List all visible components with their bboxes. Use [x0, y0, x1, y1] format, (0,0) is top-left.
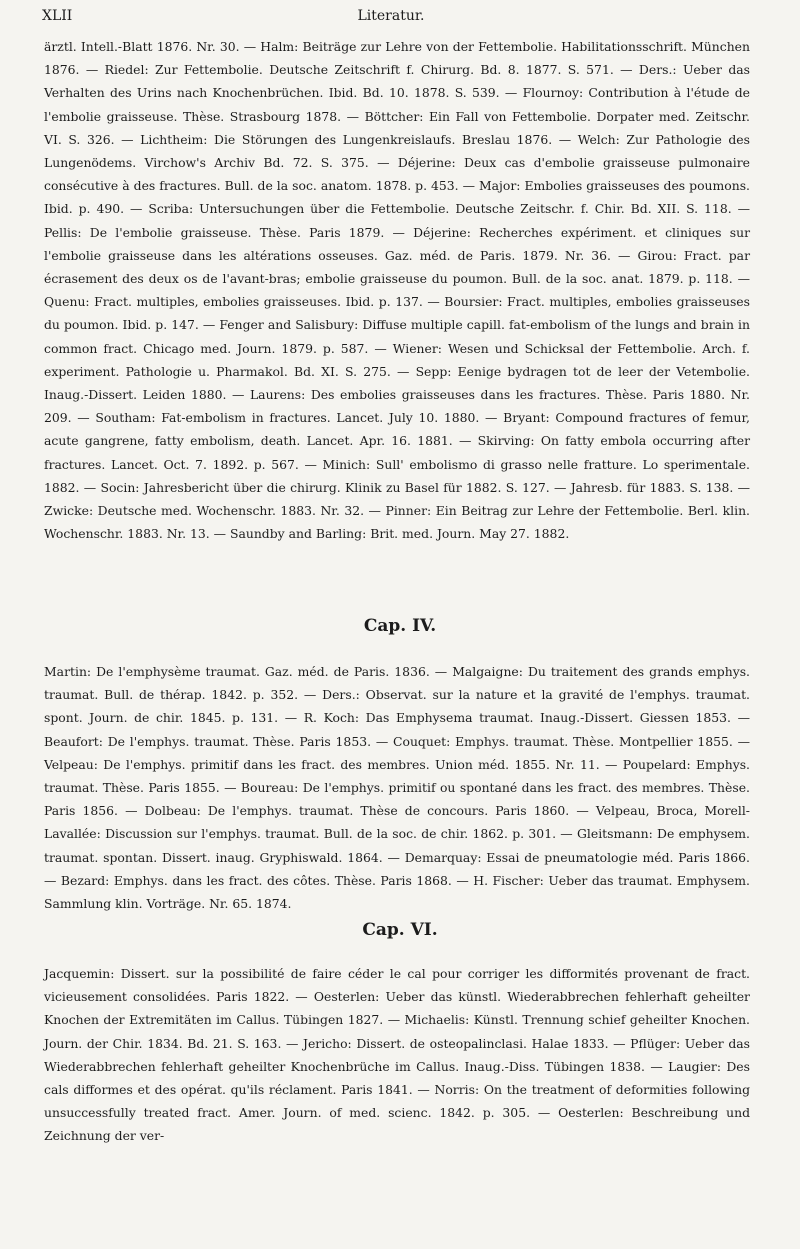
- bibliography-cap-iv: Martin: De l'emphysème traumat. Gaz. méd. de Paris. 1836. — Malgaigne: Du traitement des grands emphys. traumat. Bull. de thérap. 1842. p. 352. — Ders.: Observat. sur la nature et la gravité de l'emphys. traumat. spont. Journ. de chir. 1845. p. 131. — R. Koch: Das Emphysema traumat. Inaug.-Dissert. Giessen 1853. — Beaufort: De l'emphys. traumat. Thèse. Paris 1853. — Couquet: Emphys. traumat. Thèse. Montpellier 1855. — Velpeau: De l'emphys. primitif dans les fract. des membres. Union méd. 1855. Nr. 11. — Poupelard: Emphys. traumat. Thèse. Paris 1855. — Boureau: De l'emphys. primitif ou spontané dans les fract. des membres. Thèse. Paris 1856. — Dolbeau: De l'emphys. traumat. Thèse de concours. Paris 1860. — Velpeau, Broca, Morell-Lavallée: Discussion sur l'emphys. traumat. Bull. de la soc. de chir. 1862. p. 301. — Gleitsmann: De emphysem. traumat. spontan. Dissert. inaug. Gryphiswald. 1864. — Demarquay: Essai de pneumatologie méd. Paris 1866. — Bezard: Emphys. dans les fract. des côtes. Thèse. Paris 1868. — H. Fischer: Ueber das traumat. Emphysem. Sammlung klin. Vorträge. Nr. 65. 1874.: [44, 664, 750, 912]
- running-title: Literatur.: [357, 8, 425, 24]
- page-number: XLII: [42, 8, 73, 24]
- page-header: [42, 8, 740, 28]
- bibliography-cap-vi: Jacquemin: Dissert. sur la possibilité de faire céder le cal pour corriger les difformités provenant de fract. vicieusement consolidées. Paris 1822. — Oesterlen: Ueber das künstl. Wiederabbrechen fehlerhaft geheilter Knochen der Extremitäten im Callus. Tübingen 1827. — Michaelis: Künstl. Trennung schief geheilter Knochen. Journ. der Chir. 1834. Bd. 21. S. 163. — Jericho: Dissert. de osteopalinclasi. Halae 1833. — Pflüger: Ueber das Wiederabbrechen fehlerhaft geheilter Knochenbrüche im Callus. Inaug.-Diss. Tübingen 1838. — Laugier: Des cals difformes et des opérat. qu'ils réclament. Paris 1841. — Norris: On the treatment of deformities following unsuccessfully treated fract. Amer. Journ. of med. scienc. 1842. p. 305. — Oesterlen: Beschreibung und Zeichnung der ver-: [44, 966, 750, 1144]
- chapter-heading-cap-iv: Cap. IV.: [363, 616, 437, 636]
- chapter-heading-cap-vi: Cap. VI.: [362, 920, 438, 940]
- bibliography-continued: ärztl. Intell.-Blatt 1876. Nr. 30. — Halm: Beiträge zur Lehre von der Fettembolie. Habilitationsschrift. München 1876. — Riedel: Zur Fettembolie. Deutsche Zeitschrift f. Chirurg. Bd. 8. 1877. S. 571. — Ders.: Ueber das Verhalten des Urins nach Knochenbrüchen. Ibid. Bd. 10. 1878. S. 539. — Flournoy: Contribution à l'étude de l'embolie graisseuse. Thèse. Strasbourg 1878. — Böttcher: Ein Fall von Fettembolie. Dorpater med. Zeitschr. VI. S. 326. — Lichtheim: Die Störungen des Lungenkreislaufs. Breslau 1876. — Welch: Zur Pathologie des Lungenödems. Virchow's Archiv Bd. 72. S. 375. — Déjerine: Deux cas d'embolie graisseuse pulmonaire consécutive à des fractures. Bull. de la soc. anatom. 1878. p. 453. — Major: Embolies graisseuses des poumons. Ibid. p. 490. — Scriba: Untersuchungen über die Fettembolie. Deutsche Zeitschr. f. Chir. Bd. XII. S. 118. — Pellis: De l'embolie graisseuse. Thèse. Paris 1879. — Déjerine: Recherches expériment. et cliniques sur l'embolie graisseuse dans les altérations osseuses. Gaz. méd. de Paris. 1879. Nr. 36. — Girou: Fract. par écrasement des deux os de l'avant-bras; embolie graisseuse du poumon. Bull. de la soc. anat. 1879. p. 118. — Quenu: Fract. multiples, embolies graisseuses. Ibid. p. 137. — Boursier: Fract. multiples, embolies graisseuses du poumon. Ibid. p. 147. — Fenger and Salisbury: Diffuse multiple capill. fat-embolism of the lungs and brain in common fract. Chicago med. Journ. 1879. p. 587. — Wiener: Wesen und Schicksal der Fettembolie. Arch. f. experiment. Pathologie u. Pharmakol. Bd. XI. S. 275. — Sepp: Eenige bydragen tot de leer der Vetembolie. Inaug.-Dissert. Leiden 1880. — Laurens: Des embolies graisseuses dans les fractures. Thèse. Paris 1880. Nr. 209. — Southam: Fat-embolism in fractures. Lancet. July 10. 1880. — Bryant: Compound fractures of femur, acute gangrene, fatty embolism, death. Lancet. Apr. 16. 1881. — Skirving: On fatty embola occurring after fractures. Lancet. Oct. 7. 1892. p. 567. — Minich: Sull' embolismo di grasso nelle fratture. Lo sperimentale. 1882. — Socin: Jahresbericht über die chirurg. Klinik zu Basel für 1882. S. 127. — Jahresb. für 1883. S. 138. — Zwicke: Deutsche med. Wochenschr. 1883. Nr. 32. — Pinner: Ein Beitrag zur Lehre der Fettembolie. Berl. klin. Wochenschr. 1883. Nr. 13. — Saundby and Barling: Brit. med. Journ. May 27. 1882.: [44, 39, 750, 542]
